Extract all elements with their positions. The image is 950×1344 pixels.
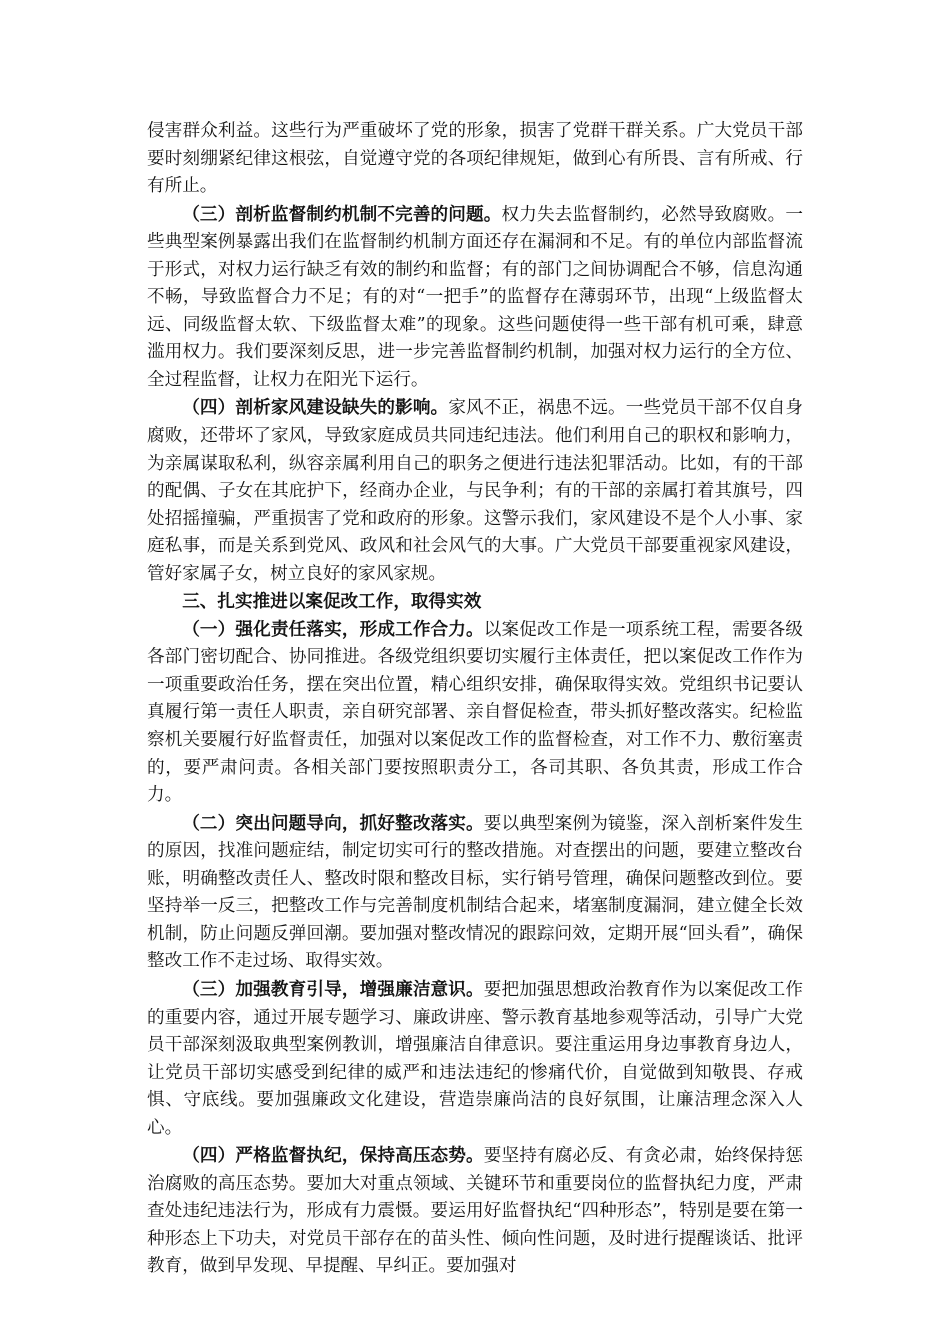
paragraph-text: 要坚持有腐必反、有贪必肃，始终保持惩治腐败的高压态势。要加大对重点领域、关键环节和重要岗位的监督执纪力度，严肃查处违纪违法行为，形成有力震慑。要运用好监督执纪“四种形态”，特别是要在第一种形态上下功夫，对党员干部存在的苗头性、倾向性问题，及时进行提醒谈话、批评教育，做到早发现、早提醒、早纠正。要加强对: [147, 1146, 803, 1277]
document-body: [147, 118, 803, 1281]
paragraph-education: [147, 976, 803, 1142]
paragraph-problem-oriented: [147, 810, 803, 976]
paragraph-discipline: [147, 1142, 803, 1281]
paragraph-lead: （四）剖析家风建设缺失的影响。: [182, 397, 449, 419]
paragraph-lead: （一）强化责任落实，形成工作合力。: [182, 618, 484, 640]
section-heading: 三、扎实推进以案促改工作，取得实效: [182, 591, 482, 613]
paragraph-text: 侵害群众利益。这些行为严重破坏了党的形象，损害了党群干群关系。广大党员干部要时刻绷紧纪律这根弦，自觉遵守党的各项纪律规矩，做到心有所畏、言有所戒、行有所止。: [147, 121, 803, 197]
paragraph-text: 要把加强思想政治教育作为以案促改工作的重要内容，通过开展专题学习、廉政讲座、警示教育基地参观等活动，引导广大党员干部深刻汲取典型案例教训，增强廉洁自律意识。要注重运用身边事教育身边人，让党员干部切实感受到纪律的威严和违法违纪的惨痛代价，自觉做到知敬畏、存戒惧、守底线。要加强廉政文化建设，营造崇廉尚洁的良好氛围，让廉洁理念深入人心。: [147, 979, 803, 1138]
paragraph-responsibility: [147, 616, 803, 810]
paragraph-text: 以案促改工作是一项系统工程，需要各级各部门密切配合、协同推进。各级党组织要切实履行主体责任，把以案促改工作作为一项重要政治任务，摆在突出位置，精心组织安排，确保取得实效。党组织书记要认真履行第一责任人职责，亲自研究部署、亲自督促检查，带头抓好整改落实。纪检监察机关要履行好监督责任，加强对以案促改工作的监督检查，对工作不力、敷衍塞责的，要严肃问责。各相关部门要按照职责分工，各司其职、各负其责，形成工作合力。: [147, 619, 803, 806]
paragraph-text: 权力失去监督制约，必然导致腐败。一些典型案例暴露出我们在监督制约机制方面还存在漏洞和不足。有的单位内部监督流于形式，对权力运行缺乏有效的制约和监督；有的部门之间协调配合不够，信息沟通不畅，导致监督合力不足；有的对“一把手”的监督存在薄弱环节，出现“上级监督太远、同级监督太软、下级监督太难”的现象。这些问题使得一些干部有机可乘，肆意滥用权力。我们要深刻反思，进一步完善监督制约机制，加强对权力运行的全方位、全过程监督，让权力在阳光下运行。: [147, 204, 803, 390]
paragraph-family-culture: [147, 394, 803, 588]
paragraph-continuation: [147, 118, 803, 201]
paragraph-text: 家风不正，祸患不远。一些党员干部不仅自身腐败，还带坏了家风，导致家庭成员共同违纪违法。他们利用自己的职权和影响力，为亲属谋取私利，纵容亲属利用自己的职务之便进行违法犯罪活动。比如，有的干部的配偶、子女在其庇护下，经商办企业，与民争利；有的干部的亲属打着其旗号，四处招摇撞骗，严重损害了党和政府的形象。这警示我们，家风建设不是个人小事、家庭私事，而是关系到党风、政风和社会风气的大事。广大党员干部要重视家风建设，管好家属子女，树立良好的家风家规。: [147, 398, 803, 584]
paragraph-lead: （三）加强教育引导，增强廉洁意识。: [182, 978, 484, 1000]
paragraph-text: 要以典型案例为镜鉴，深入剖析案件发生的原因，找准问题症结，制定切实可行的整改措施。对查摆出的问题，要建立整改台账，明确整改责任人、整改时限和整改目标，实行销号管理，确保问题整改到位。要坚持举一反三，把整改工作与完善制度机制结合起来，堵塞制度漏洞，建立健全长效机制，防止问题反弹回潮。要加强对整改情况的跟踪问效，定期开展“回头看”，确保整改工作不走过场、取得实效。: [147, 813, 803, 972]
paragraph-lead: （二）突出问题导向，抓好整改落实。: [182, 812, 484, 834]
paragraph-supervision-mechanism: [147, 201, 803, 395]
paragraph-lead: （三）剖析监督制约机制不完善的问题。: [182, 203, 502, 225]
paragraph-lead: （四）严格监督执纪，保持高压态势。: [182, 1145, 484, 1167]
